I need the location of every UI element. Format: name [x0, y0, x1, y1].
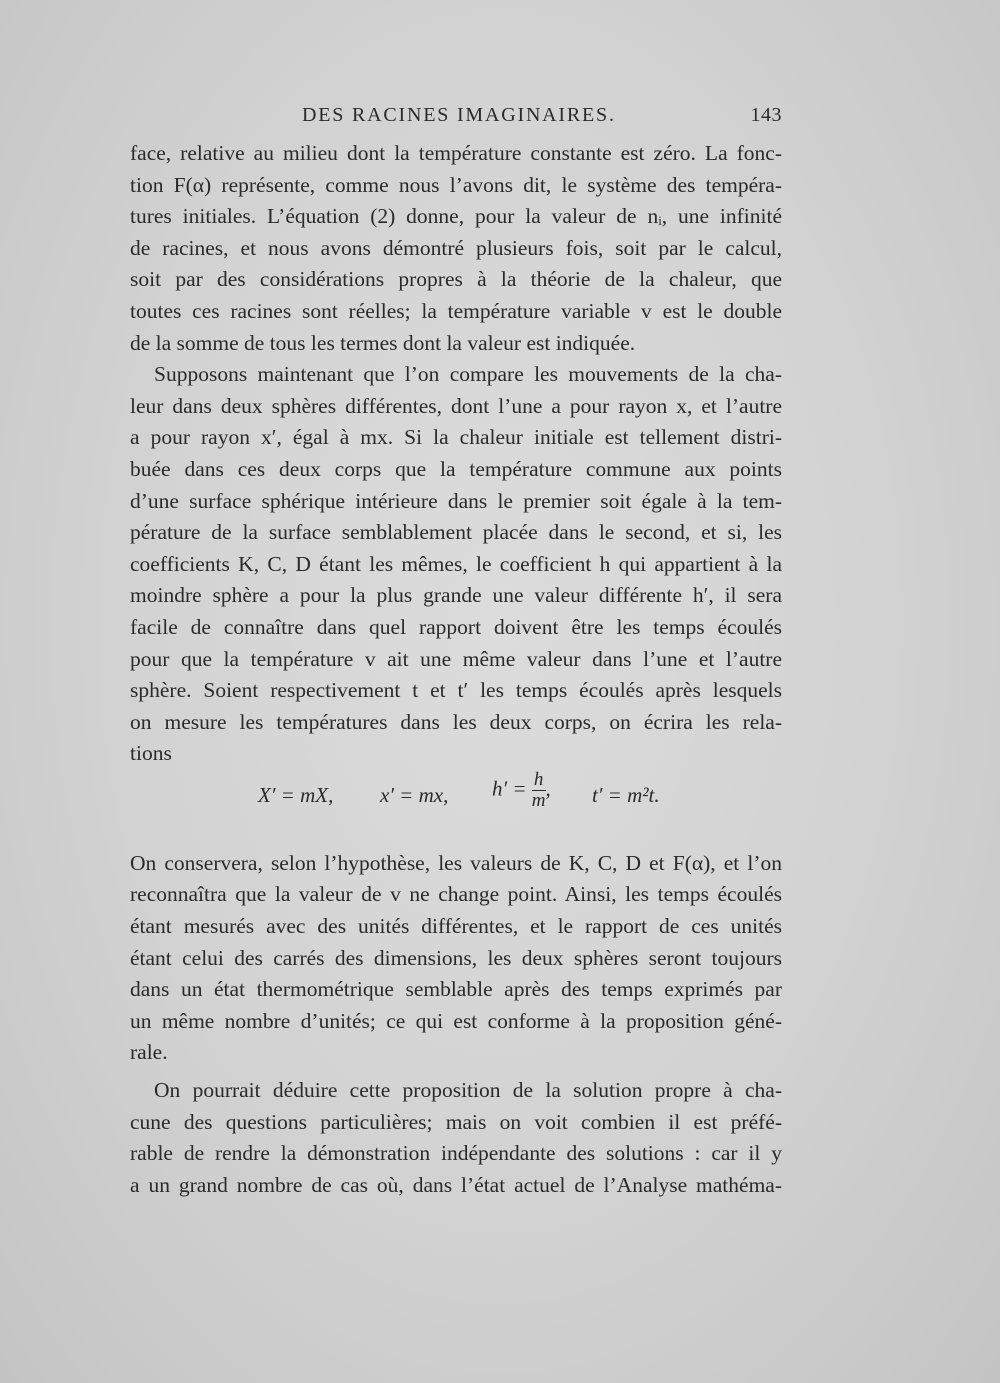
text-line: tion F(α) représente, comme nous l’avons dit, le système des tempéra-	[130, 172, 782, 197]
text-line: On conservera, selon l’hypothèse, les valeurs de K, C, D et F(α), et l’on	[130, 850, 782, 875]
text-line: coefficients K, C, D étant les mêmes, le coefficient h qui appartient à la	[130, 551, 782, 576]
paragraph-2	[130, 359, 782, 770]
equation-small-x: x′ = mx,	[380, 782, 449, 807]
text-line: face, relative au milieu dont la température constante est zéro. La fonc-	[130, 141, 782, 165]
running-head	[130, 104, 782, 134]
fraction-numerator: h	[532, 770, 546, 791]
text-line: de la somme de tous les termes dont la valeur est indiquée.	[130, 330, 636, 355]
text-line: leur dans deux sphères différentes, dont l’une a pour rayon x, et l’autre	[130, 393, 782, 418]
paragraph-1	[130, 138, 782, 359]
text-line: de racines, et nous avons démontré plusieurs fois, soit par le calcul,	[130, 235, 782, 260]
text-line: d’une surface sphérique intérieure dans le premier soit égale à la tem-	[130, 488, 782, 513]
text-line: soit par des considérations propres à la théorie de la chaleur, que	[130, 267, 782, 292]
text-line: tures initiales. L’équation (2) donne, pour la valeur de nᵢ, une infinité	[130, 204, 782, 229]
text-line: on mesure les températures dans les deux corps, on écrira les rela-	[130, 709, 782, 734]
running-title: DES RACINES IMAGINAIRES.	[302, 104, 616, 126]
equation-line	[130, 770, 782, 818]
fraction-denominator: m	[531, 789, 546, 811]
text-line: pérature de la surface semblablement placée dans le second, et si, les	[130, 520, 782, 545]
body-text	[130, 138, 782, 1201]
text-line: dans un état thermométrique semblable après des temps exprimés par	[130, 977, 782, 1002]
paragraph-4	[130, 1075, 782, 1201]
equation-h	[492, 770, 551, 811]
text-line: tions	[130, 741, 172, 766]
text-line: sphère. Soient respectivement t et t′ les temps écoulés après lesquels	[130, 678, 782, 703]
text-line: un même nombre d’unités; ce qui est conforme à la proposition géné-	[130, 1008, 782, 1033]
text-line: a un grand nombre de cas où, dans l’état actuel de l’Analyse mathéma-	[130, 1172, 782, 1197]
text-line: étant celui des carrés des dimensions, les deux sphères seront toujours	[130, 945, 782, 970]
equation-h-right: ,	[545, 776, 551, 801]
equation-t: t′ = m²t.	[592, 782, 660, 807]
text-line: pour que la température v ait une même valeur dans l’une et l’autre	[130, 646, 782, 671]
fraction	[532, 770, 546, 811]
text-line: buée dans ces deux corps que la température commune aux points	[130, 456, 782, 481]
text-line: Supposons maintenant que l’on compare les mouvements de la cha-	[154, 362, 782, 387]
equation-h-left: h′ =	[492, 776, 527, 801]
paragraph-3	[130, 848, 782, 1069]
text-line: toutes ces racines sont réelles; la température variable v est le double	[130, 298, 782, 323]
text-line: rale.	[130, 1040, 168, 1065]
page-number: 143	[750, 104, 782, 126]
text-line: reconnaîtra que la valeur de v ne change point. Ainsi, les temps écoulés	[130, 882, 782, 907]
text-line: étant mesurés avec des unités différentes, et le rapport de ces unités	[130, 914, 782, 939]
text-line: a pour rayon x′, égal à mx. Si la chaleur initiale est tellement distri-	[130, 425, 782, 450]
text-line: moindre sphère a pour la plus grande une valeur différente h′, il sera	[130, 583, 782, 608]
equation-x: X′ = mX,	[258, 782, 334, 807]
text-line: rable de rendre la démonstration indépendante des solutions : car il y	[130, 1141, 782, 1166]
text-line: cune des questions particulières; mais on voit combien il est préfé-	[130, 1109, 782, 1134]
text-line: facile de connaître dans quel rapport doivent être les temps écoulés	[130, 614, 782, 639]
text-line: On pourrait déduire cette proposition de la solution propre à cha-	[154, 1078, 782, 1103]
